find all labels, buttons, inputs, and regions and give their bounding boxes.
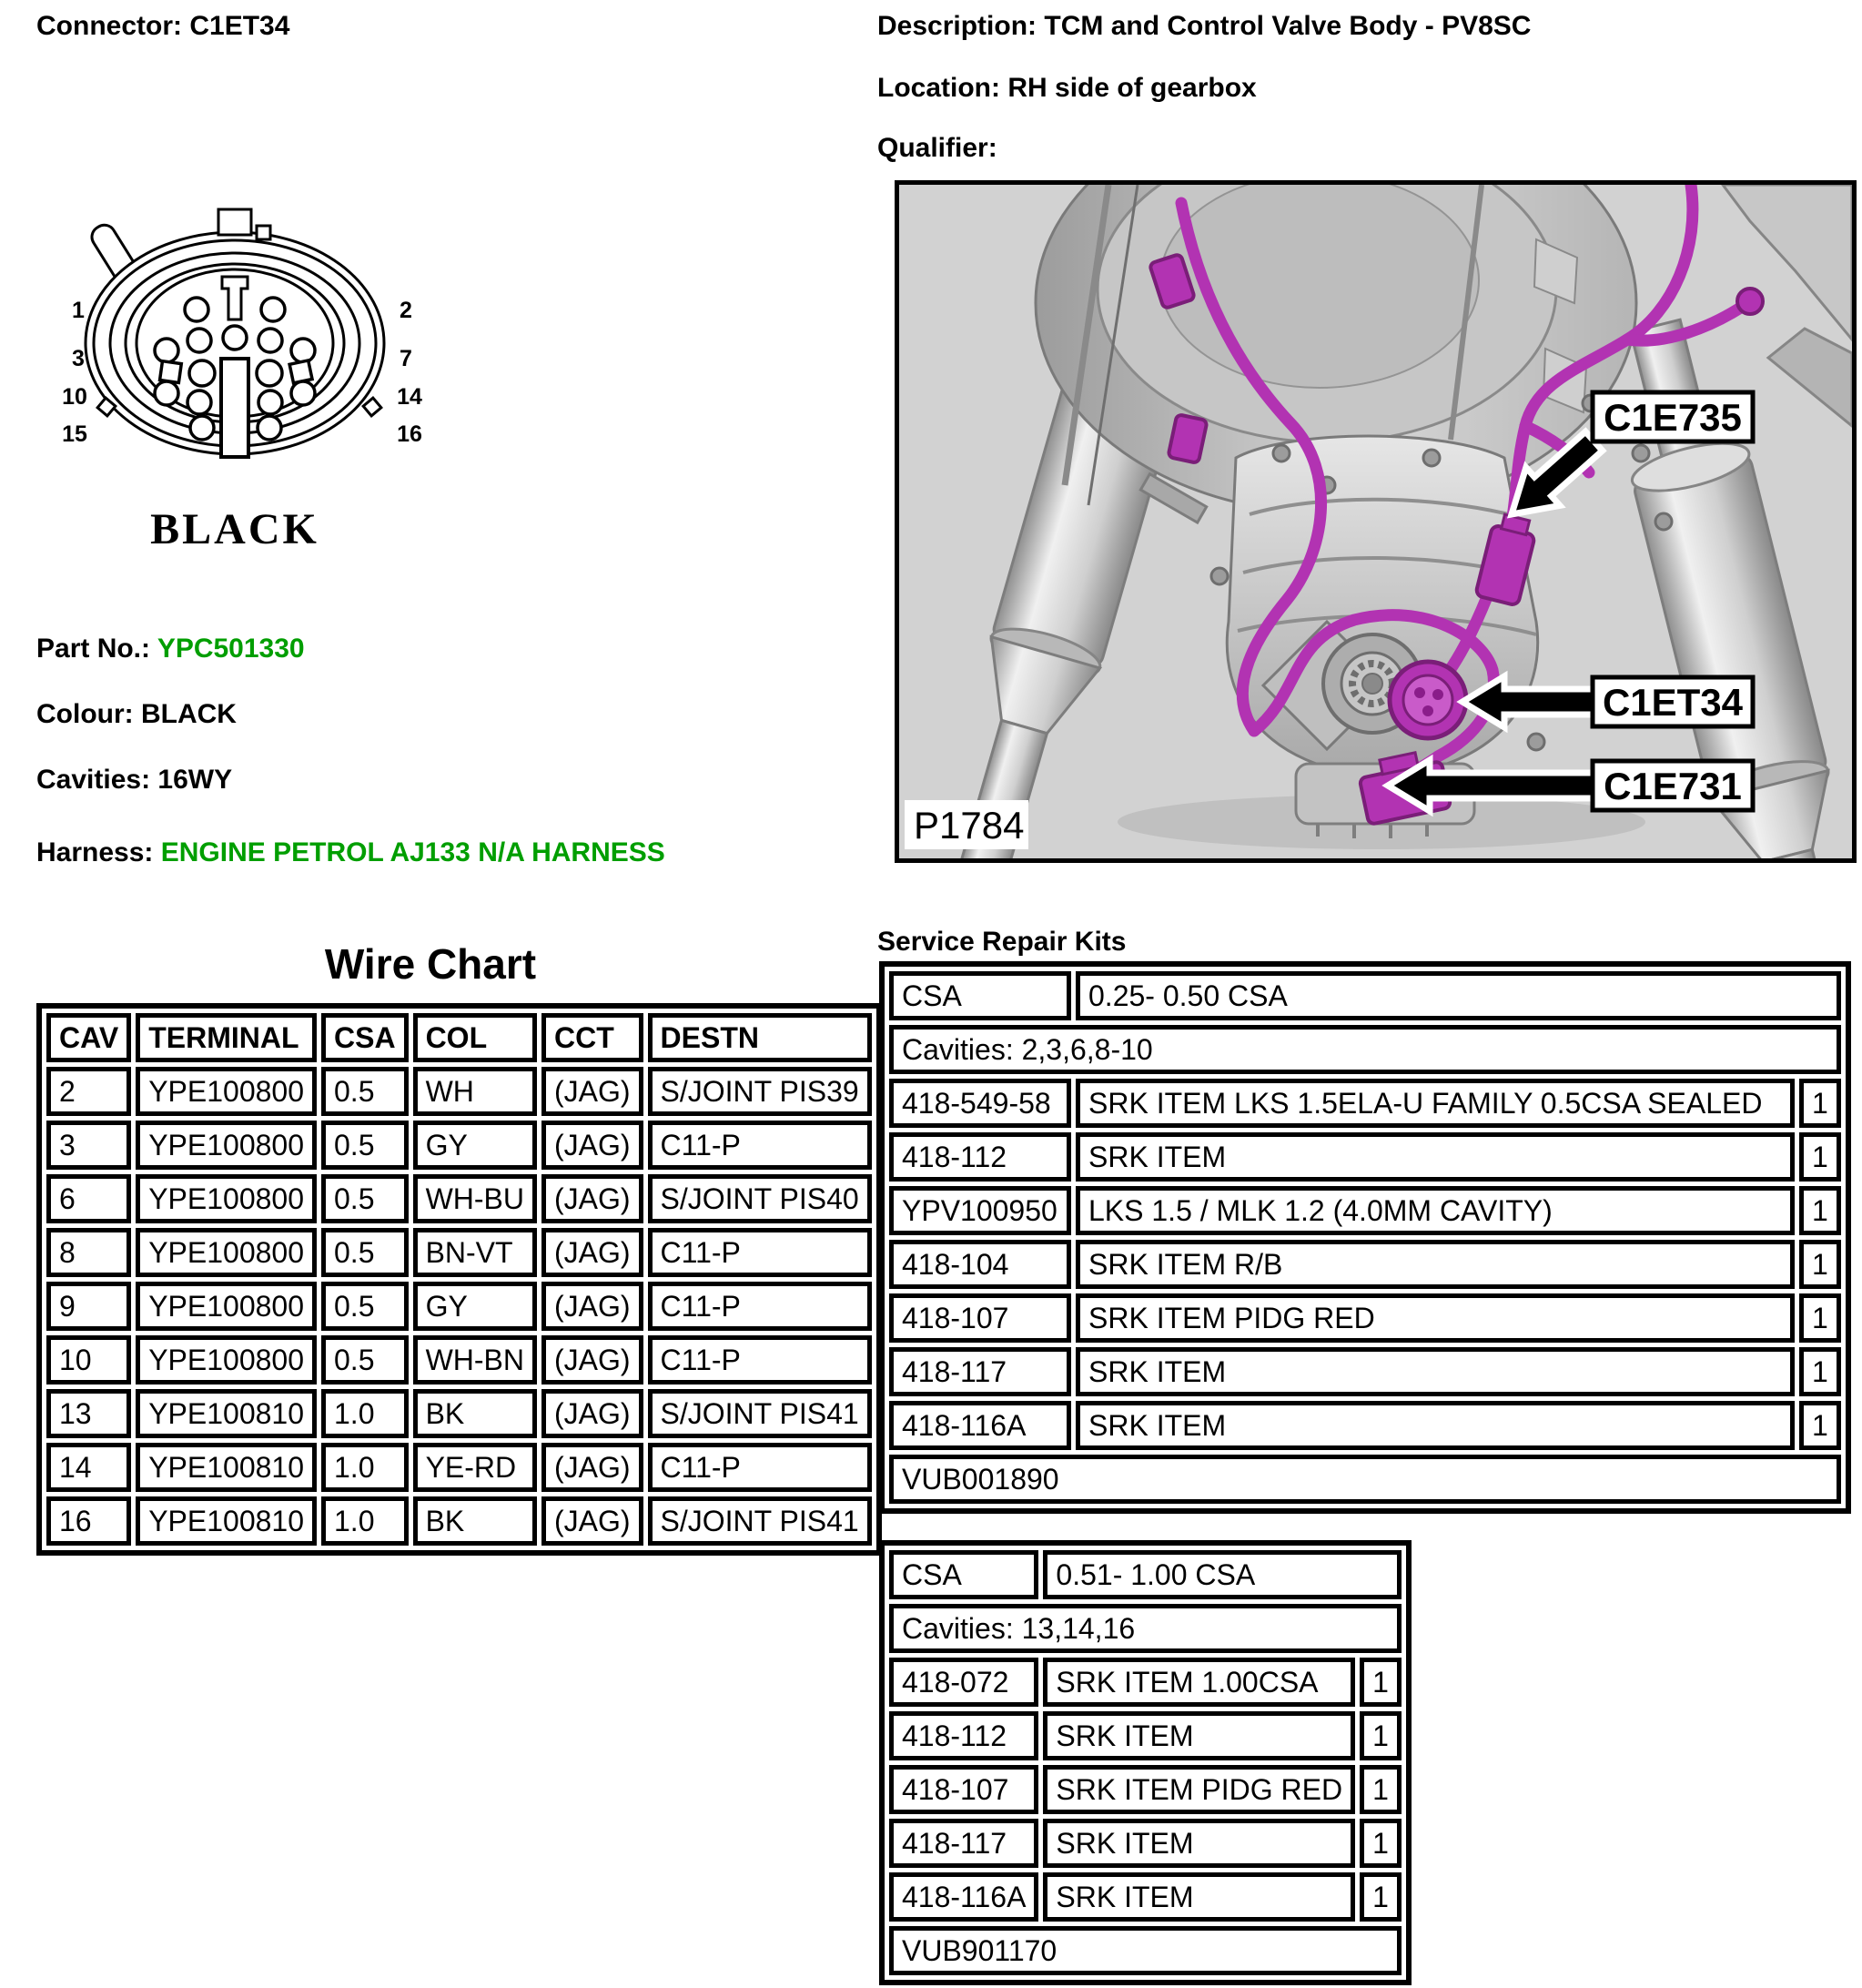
table-cell: (JAG)	[541, 1174, 643, 1223]
connector-face-diagram	[53, 202, 428, 566]
pin	[291, 381, 315, 405]
pin	[187, 390, 211, 414]
table-cell: S/JOINT PIS41	[648, 1496, 872, 1546]
pin-label: 7	[400, 346, 412, 371]
table-cell: C11-P	[648, 1228, 872, 1277]
pin-label: 10	[62, 384, 87, 410]
table-cell: 418-104	[889, 1240, 1071, 1289]
pin	[258, 390, 282, 414]
connector-colour-caption: BLACK	[150, 505, 319, 553]
table-cell: 1	[1799, 1293, 1841, 1343]
table-cell: 418-072	[889, 1658, 1038, 1707]
table-cell: 1	[1799, 1401, 1841, 1450]
location-label: Location:	[877, 73, 1000, 103]
table-cell: YPV100950	[889, 1186, 1071, 1235]
table-cell: Cavities: 2,3,6,8-10	[889, 1025, 1841, 1074]
table-cell: 1.0	[321, 1389, 409, 1438]
description-value: TCM and Control Valve Body - PV8SC	[1044, 11, 1532, 41]
table-cell: S/JOINT PIS39	[648, 1067, 872, 1116]
cavities-label: Cavities:	[36, 765, 151, 795]
pin	[185, 298, 208, 321]
table-cell: YPE100800	[136, 1121, 317, 1170]
table-row	[889, 1186, 1841, 1235]
table-cell: Cavities: 13,14,16	[889, 1604, 1402, 1653]
table-cell: S/JOINT PIS40	[648, 1174, 872, 1223]
wire-chart-header-cell: CCT	[541, 1013, 643, 1062]
pin	[261, 298, 285, 321]
table-row	[889, 1132, 1841, 1182]
table-cell: CSA	[889, 1550, 1038, 1599]
table-cell: (JAG)	[541, 1443, 643, 1492]
location-line	[877, 73, 1257, 104]
table-cell: 1	[1360, 1711, 1402, 1760]
table-cell: YPE100800	[136, 1174, 317, 1223]
table-cell: 6	[46, 1174, 131, 1223]
table-row	[889, 1658, 1402, 1707]
table-row	[889, 1079, 1841, 1128]
table-cell: 418-112	[889, 1711, 1038, 1760]
table-row	[889, 971, 1841, 1020]
table-cell: YPE100800	[136, 1067, 317, 1116]
table-cell: 418-116A	[889, 1401, 1071, 1450]
table-cell: C11-P	[648, 1121, 872, 1170]
pin	[189, 360, 215, 386]
table-cell: 1.0	[321, 1496, 409, 1546]
table-cell: SRK ITEM	[1043, 1711, 1355, 1760]
table-row	[46, 1067, 872, 1116]
description-line	[877, 11, 1531, 42]
table-cell: YPE100810	[136, 1443, 317, 1492]
table-cell: 1	[1360, 1819, 1402, 1868]
qualifier-line	[877, 133, 997, 164]
figure-gearbox-harness	[895, 180, 1857, 863]
service-repair-kits-table-1	[879, 961, 1851, 1514]
table-cell: 418-107	[889, 1293, 1071, 1343]
pin-label: 14	[397, 384, 422, 410]
part-no-label: Part No.:	[36, 634, 151, 664]
table-row	[46, 1282, 872, 1331]
table-cell: 1	[1360, 1658, 1402, 1707]
table-cell: SRK ITEM LKS 1.5ELA-U FAMILY 0.5CSA SEALED	[1076, 1079, 1795, 1128]
table-cell: 0.5	[321, 1335, 409, 1384]
table-row	[889, 1240, 1841, 1289]
table-cell: 2	[46, 1067, 131, 1116]
table-cell: 1	[1799, 1186, 1841, 1235]
table-cell: YPE100800	[136, 1228, 317, 1277]
table-row	[889, 1293, 1841, 1343]
pin	[160, 361, 182, 383]
figure-id-label: P1784	[914, 804, 1025, 847]
pin	[155, 381, 178, 405]
table-cell: 1.0	[321, 1443, 409, 1492]
table-cell: SRK ITEM	[1043, 1872, 1355, 1922]
colour-label: Colour:	[36, 699, 134, 729]
table-cell: CSA	[889, 971, 1071, 1020]
callout-label-c1e731: C1E731	[1604, 765, 1742, 807]
table-row	[46, 1443, 872, 1492]
connector-key-slot	[221, 359, 248, 457]
pin-label: 15	[62, 421, 87, 447]
part-no-value[interactable]: YPC501330	[157, 634, 305, 664]
wire-chart-header-cell: TERMINAL	[136, 1013, 317, 1062]
table-cell: 418-117	[889, 1347, 1071, 1396]
table-cell: (JAG)	[541, 1335, 643, 1384]
pin	[289, 360, 312, 383]
table-cell: SRK ITEM PIDG RED	[1076, 1293, 1795, 1343]
table-cell: 0.5	[321, 1067, 409, 1116]
table-cell: SRK ITEM	[1076, 1401, 1795, 1450]
pin	[258, 416, 281, 440]
table-row	[889, 1926, 1402, 1975]
table-row	[46, 1389, 872, 1438]
table-cell: YPE100800	[136, 1335, 317, 1384]
connector-title-label: Connector:	[36, 11, 182, 41]
table-cell: 14	[46, 1443, 131, 1492]
table-row	[889, 1711, 1402, 1760]
table-row	[46, 1121, 872, 1170]
table-row	[46, 1335, 872, 1384]
table-cell: SRK ITEM 1.00CSA	[1043, 1658, 1355, 1707]
table-cell: 0.51- 1.00 CSA	[1043, 1550, 1402, 1599]
table-cell: 418-107	[889, 1765, 1038, 1814]
table-cell: 0.5	[321, 1282, 409, 1331]
service-repair-kits-table-2	[879, 1540, 1412, 1985]
table-cell: 1	[1360, 1872, 1402, 1922]
colour-value: BLACK	[140, 699, 237, 729]
harness-line	[36, 837, 665, 868]
wire-chart-header-cell: CAV	[46, 1013, 131, 1062]
table-cell: LKS 1.5 / MLK 1.2 (4.0MM CAVITY)	[1076, 1186, 1795, 1235]
table-cell: 10	[46, 1335, 131, 1384]
wire-chart-title: Wire Chart	[324, 940, 537, 988]
table-cell: BN-VT	[413, 1228, 537, 1277]
table-cell: 0.5	[321, 1174, 409, 1223]
table-row	[889, 1550, 1402, 1599]
pin	[257, 360, 282, 386]
cavities-line	[36, 765, 232, 796]
table-cell: WH-BU	[413, 1174, 537, 1223]
pin	[190, 416, 214, 440]
table-cell: SRK ITEM R/B	[1076, 1240, 1795, 1289]
pin-label: 1	[72, 298, 85, 323]
table-cell: 418-112	[889, 1132, 1071, 1182]
location-value: RH side of gearbox	[1007, 73, 1257, 103]
description-label: Description:	[877, 11, 1037, 41]
pin	[187, 329, 211, 352]
table-cell: 418-549-58	[889, 1079, 1071, 1128]
connector-c1et34	[1390, 662, 1466, 738]
pin	[258, 329, 282, 352]
table-cell: SRK ITEM	[1076, 1347, 1795, 1396]
pin	[291, 339, 315, 362]
service-repair-kits-title: Service Repair Kits	[877, 927, 1127, 957]
part-no-line	[36, 634, 305, 664]
colour-line	[36, 699, 237, 730]
table-row	[889, 1604, 1402, 1653]
table-cell: 8	[46, 1228, 131, 1277]
table-cell: 0.25- 0.50 CSA	[1076, 971, 1841, 1020]
table-cell: YPE100810	[136, 1389, 317, 1438]
pin-label: 16	[397, 421, 422, 447]
wire-chart-header-cell: DESTN	[648, 1013, 872, 1062]
table-cell: SRK ITEM PIDG RED	[1043, 1765, 1355, 1814]
callout-label-c1e735: C1E735	[1604, 396, 1742, 439]
pin	[155, 339, 178, 362]
table-cell: 1	[1799, 1132, 1841, 1182]
harness-label: Harness:	[36, 837, 154, 867]
connector-key-tab	[218, 209, 251, 235]
table-cell: (JAG)	[541, 1121, 643, 1170]
table-row	[889, 1765, 1402, 1814]
table-cell: 1	[1799, 1079, 1841, 1128]
table-cell: VUB001890	[889, 1455, 1841, 1504]
table-cell: C11-P	[648, 1335, 872, 1384]
pin-label: 2	[400, 298, 412, 323]
table-cell: C11-P	[648, 1282, 872, 1331]
table-cell: VUB901170	[889, 1926, 1402, 1975]
table-cell: 418-117	[889, 1819, 1038, 1868]
table-cell: WH-BN	[413, 1335, 537, 1384]
table-cell: 0.5	[321, 1228, 409, 1277]
table-cell: GY	[413, 1121, 537, 1170]
table-row	[889, 1819, 1402, 1868]
table-cell: 0.5	[321, 1121, 409, 1170]
table-cell: SRK ITEM	[1043, 1819, 1355, 1868]
table-cell: YPE100810	[136, 1496, 317, 1546]
table-cell: 9	[46, 1282, 131, 1331]
table-row	[46, 1496, 872, 1546]
table-cell: (JAG)	[541, 1228, 643, 1277]
pin	[223, 326, 247, 350]
table-row	[46, 1174, 872, 1223]
table-cell: WH	[413, 1067, 537, 1116]
qualifier-label: Qualifier:	[877, 133, 997, 163]
table-cell: BK	[413, 1496, 537, 1546]
table-cell: S/JOINT PIS41	[648, 1389, 872, 1438]
table-cell: 3	[46, 1121, 131, 1170]
table-cell: (JAG)	[541, 1389, 643, 1438]
table-cell: 1	[1360, 1765, 1402, 1814]
table-cell: YPE100800	[136, 1282, 317, 1331]
connector-title	[36, 11, 289, 42]
callout-label-c1et34: C1ET34	[1602, 681, 1744, 724]
table-cell: 16	[46, 1496, 131, 1546]
table-row	[889, 1025, 1841, 1074]
harness-value[interactable]: ENGINE PETROL AJ133 N/A HARNESS	[160, 837, 665, 867]
table-cell: 1	[1799, 1240, 1841, 1289]
wire-chart-table	[36, 1003, 882, 1556]
table-cell: (JAG)	[541, 1496, 643, 1546]
table-cell: 13	[46, 1389, 131, 1438]
connector-title-value: C1ET34	[189, 11, 290, 41]
table-cell: (JAG)	[541, 1282, 643, 1331]
table-cell: 418-116A	[889, 1872, 1038, 1922]
table-cell: BK	[413, 1389, 537, 1438]
table-row	[889, 1455, 1841, 1504]
table-cell: YE-RD	[413, 1443, 537, 1492]
wire-chart-header-row	[46, 1013, 872, 1062]
table-row	[889, 1401, 1841, 1450]
table-cell: (JAG)	[541, 1067, 643, 1116]
pin-label: 3	[72, 346, 85, 371]
table-cell: SRK ITEM	[1076, 1132, 1795, 1182]
table-row	[889, 1872, 1402, 1922]
cavities-value: 16WY	[157, 765, 233, 795]
wire-chart-header-cell: CSA	[321, 1013, 409, 1062]
table-cell: 1	[1799, 1347, 1841, 1396]
table-row	[889, 1347, 1841, 1396]
gearbox-illustration	[899, 185, 1852, 858]
table-cell: GY	[413, 1282, 537, 1331]
wire-chart-header-cell: COL	[413, 1013, 537, 1062]
table-cell: C11-P	[648, 1443, 872, 1492]
table-row	[46, 1228, 872, 1277]
